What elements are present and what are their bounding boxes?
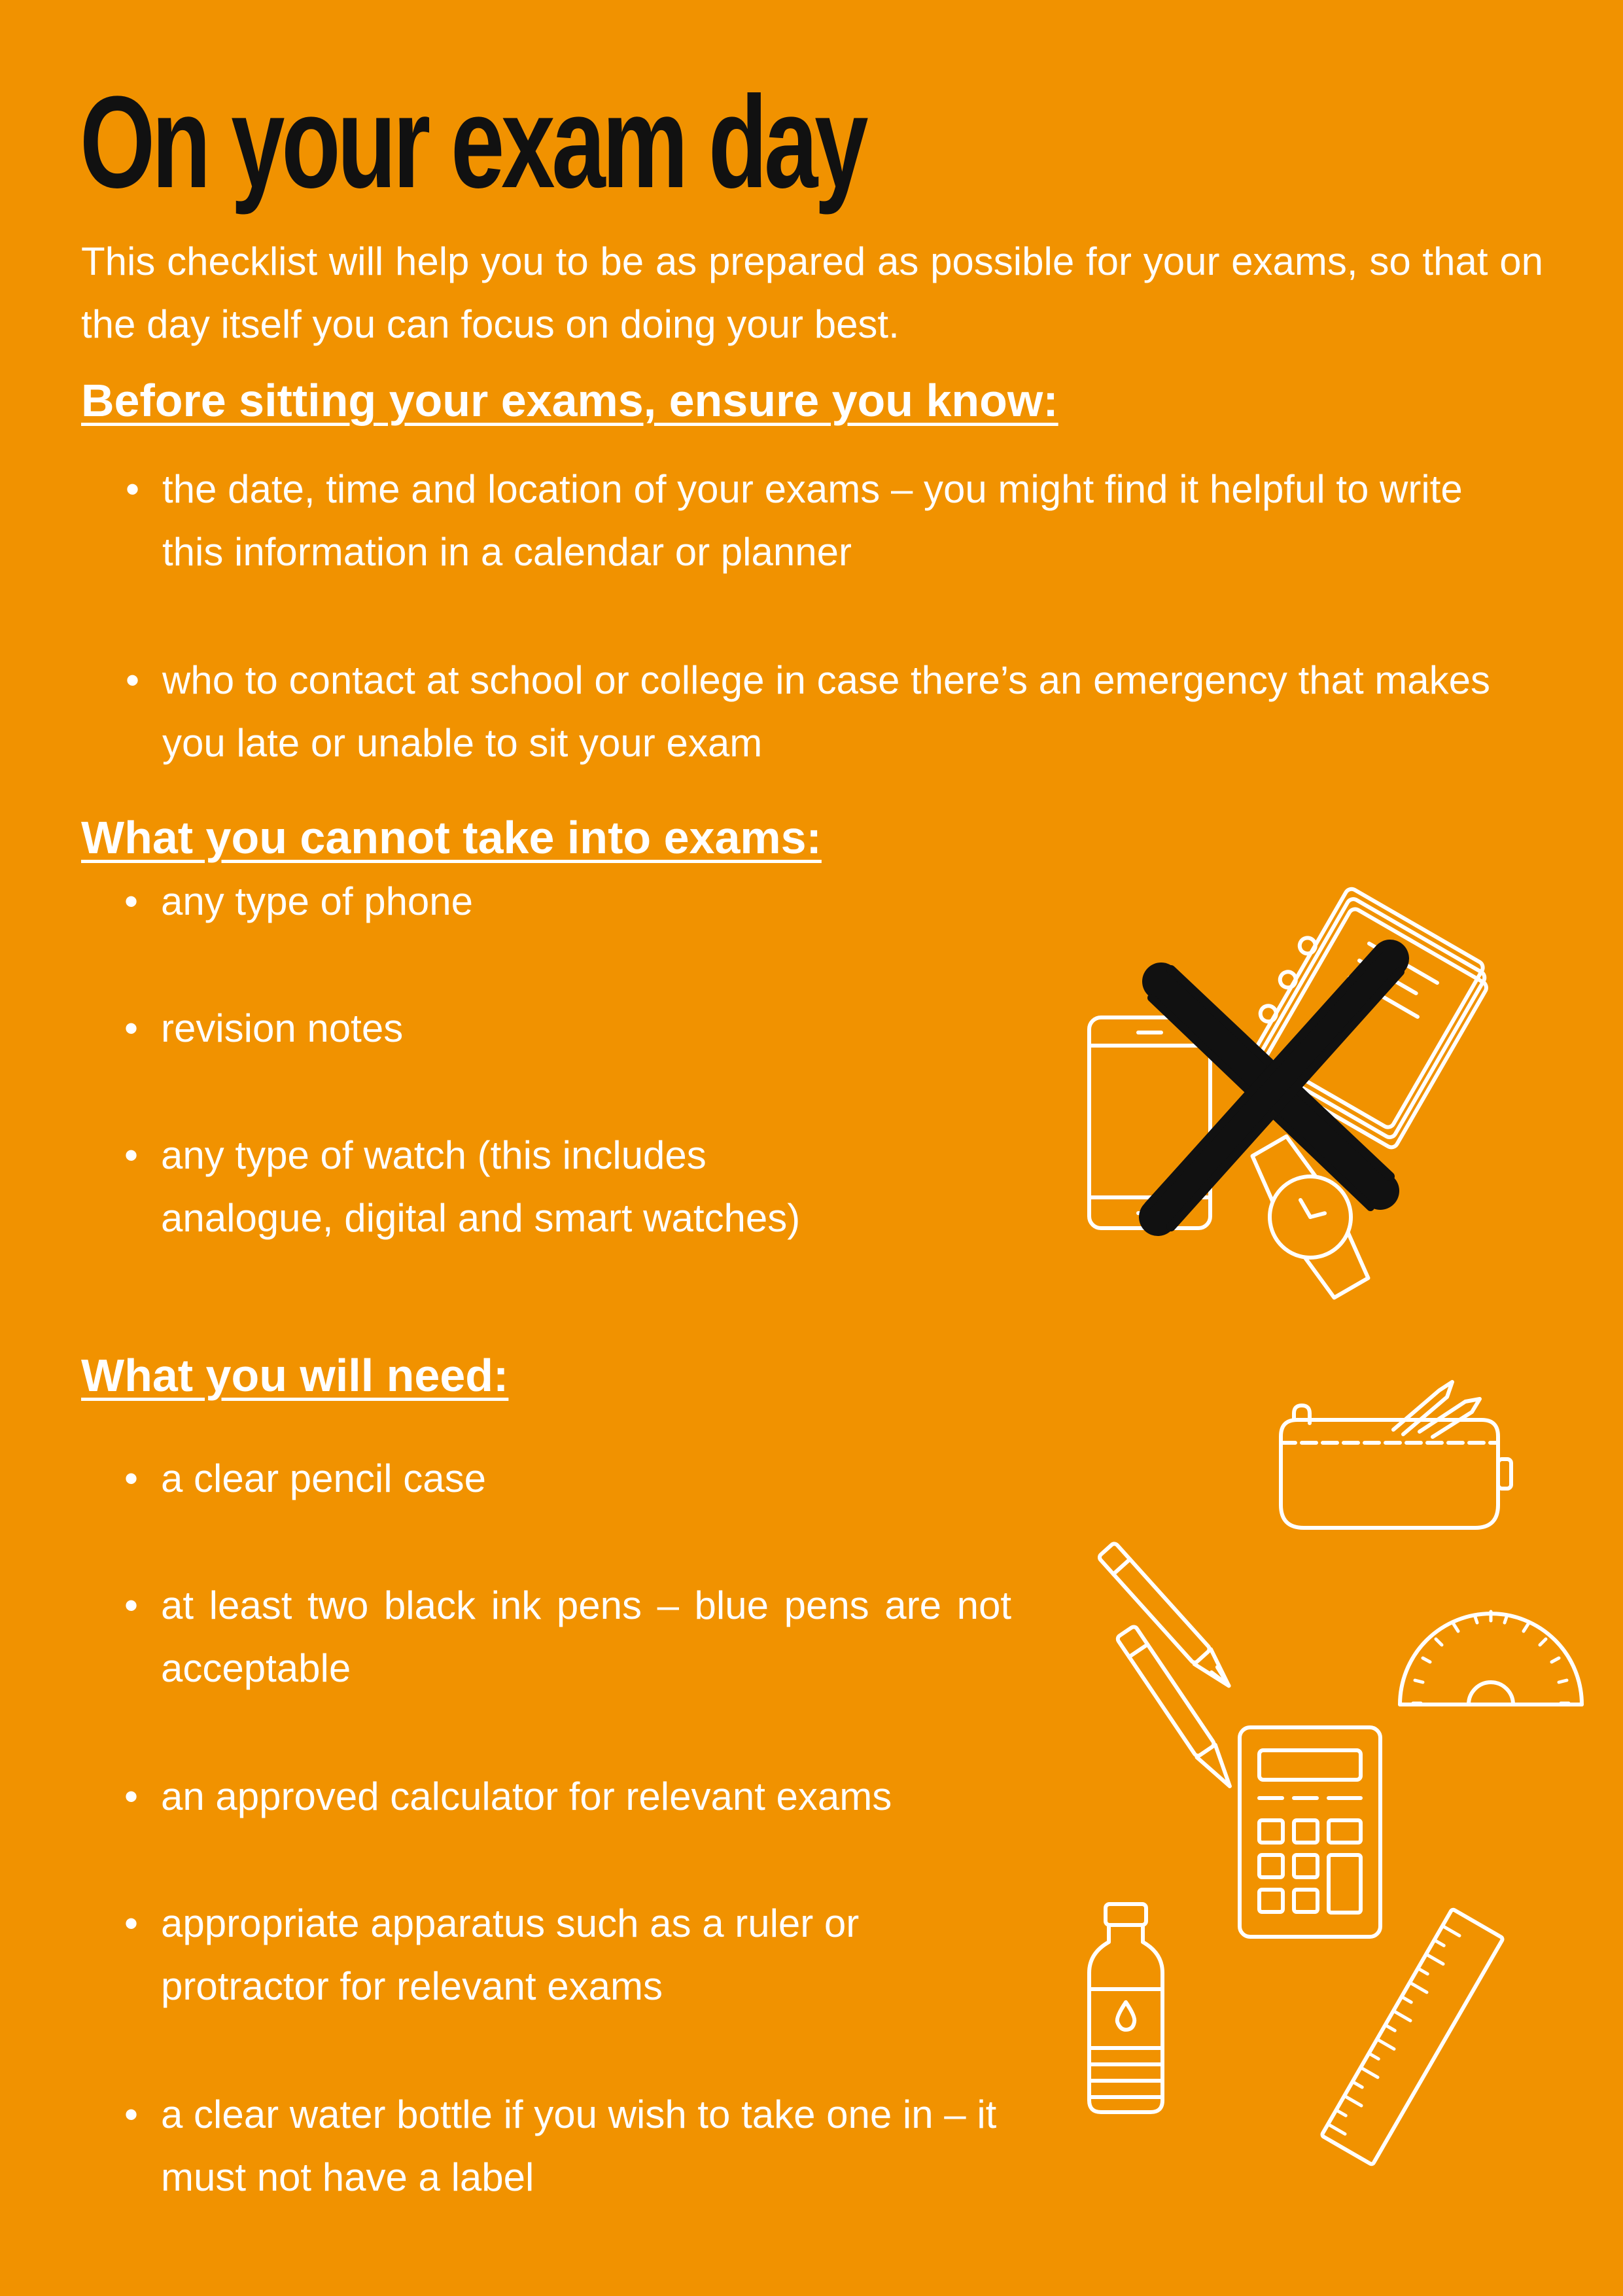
list-item-text: at least two black ink pens – blue pens are not acceptable [161,1583,1011,1690]
list-item-text: an approved calculator for relevant exams [161,1775,892,1818]
intro-paragraph: This checklist will help you to be as prepared as possible for your exams, so that on the day itself you can focus on doing your best. [81,239,1543,346]
page-title: On your exam day [80,69,865,215]
bullet: • [124,879,139,923]
list-item-text: a clear water bottle if you wish to take one in – it must not have a label [161,2093,997,2199]
list-item-text: appropriate apparatus such as a ruler or protractor for relevant exams [161,1901,860,2008]
bullet: • [126,658,140,702]
pencil-case-icon [1281,1382,1511,1528]
bullet: • [124,1901,139,1945]
protractor-icon [1400,1612,1582,1704]
bullet: • [124,1775,139,1818]
bullet: • [124,1133,139,1177]
list-item-text: the date, time and location of your exams – you might find it helpful to write this information in a calendar or planner [162,467,1463,574]
pencil-icon [1116,1625,1239,1792]
heading-cannot-take: What you cannot take into exams: [81,812,822,863]
bullet: • [124,1583,139,1627]
calculator-icon [1240,1727,1380,1937]
ruler-icon [1321,1909,1503,2164]
bullet: • [124,2093,139,2136]
list-item-text: revision notes [161,1006,404,1050]
heading-will-need: What you will need: [81,1350,509,1401]
heading-before-exams: Before sitting your exams, ensure you know: [81,375,1058,426]
cross-mark-icon [1148,949,1400,1227]
list-item-text: any type of phone [161,879,474,923]
list-item-text: who to contact at school or college in case there’s an emergency that makes you late or unable to sit your exam [162,658,1491,765]
pen-icon [1098,1542,1238,1693]
list-item-text: a clear pencil case [161,1457,486,1500]
bullet: • [124,1006,139,1050]
list-item-text: any type of watch (this includes analogue, digital and smart watches) [161,1133,801,1240]
water-bottle-icon [1089,1904,1162,2112]
bullet: • [126,467,140,511]
bullet: • [124,1457,139,1500]
